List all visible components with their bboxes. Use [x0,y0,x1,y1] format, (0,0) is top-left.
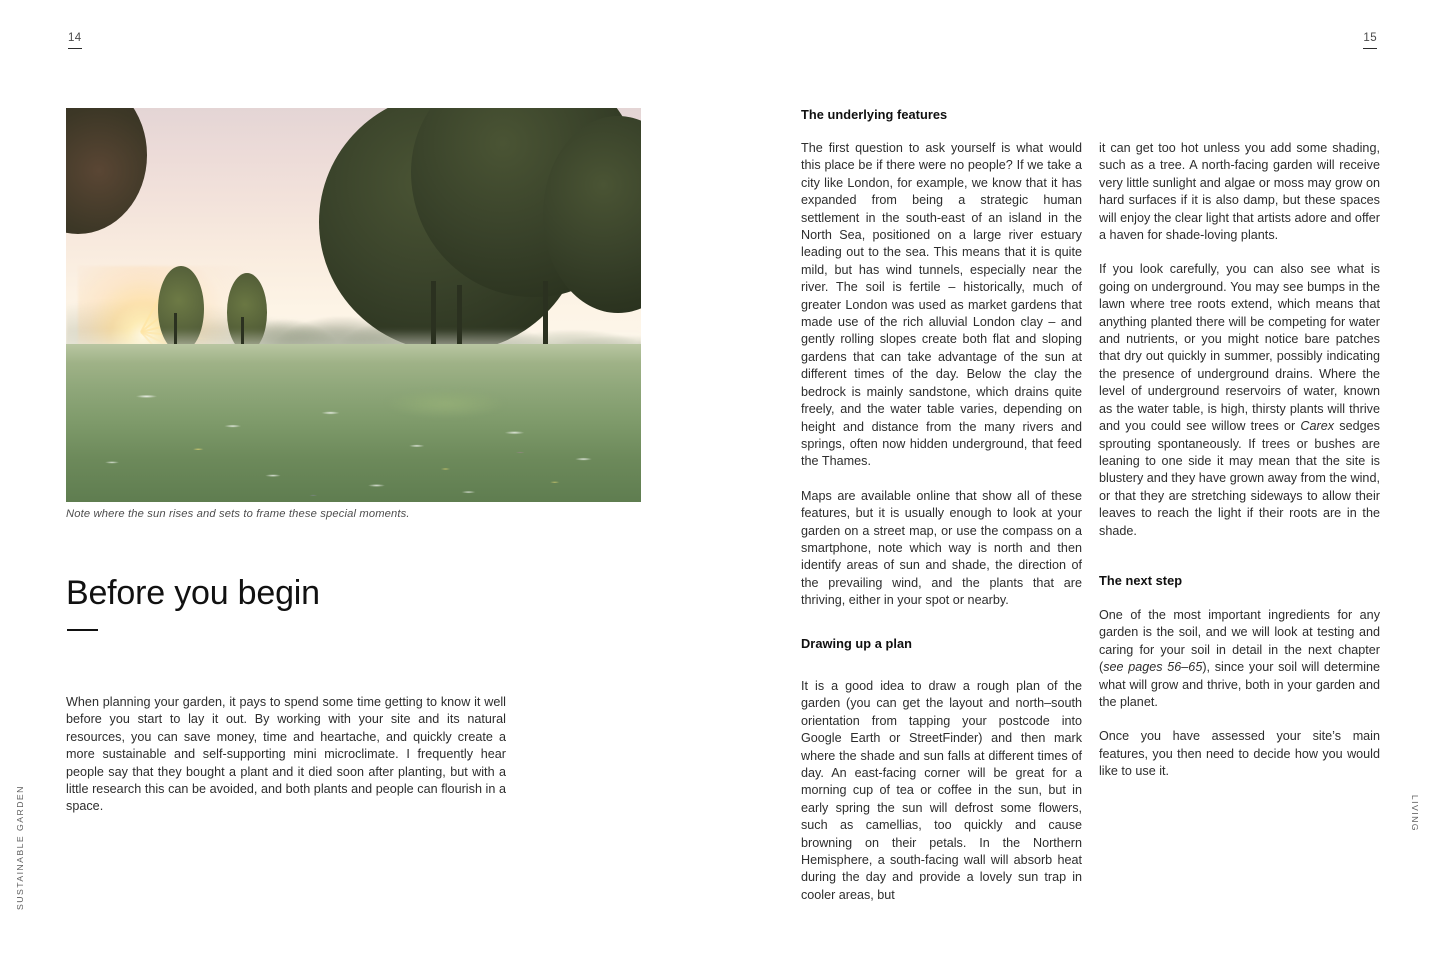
column-three-body [1099,140,1380,540]
text-after-xref: ), since your soil will determine what will grow and thrive, both in your garden and the planet. [1099,660,1380,710]
chapter-title: Before you begin [66,574,320,612]
paragraph-with-italic-genus [1099,261,1380,540]
text-before-genus: If you look carefully, you can also see what is going on underground. You may see bumps in the lawn where tree roots extend, which means that anything planted there will be competing for water and nutrients, or you might notice bare patches that dry out quickly in summer, possibly indicating the presence of underground drains. Where the level of underground reservoirs of water, known as the water table, is high, thirsty plants will thrive and you could see willow trees or [1099,262,1380,434]
paragraph: Once you have assessed your site’s main features, you then need to decide how you would like to use it. [1099,729,1380,779]
page-number-left: 14 [68,33,82,49]
genus-name-carex: Carex [1300,419,1335,434]
column-two-body [801,140,1082,610]
paragraph-with-cross-reference [1099,607,1380,711]
paragraph: Maps are available online that show all of these features, but it is usually enough to look at your garden on a street map, or use the compass on a smartphone, note which way is north and then identify areas of sun and shade, the direction of the prevailing wind, and the plants that are thriving, either in your spot or nearby. [801,488,1082,608]
paragraph: it can get too hot unless you add some shading, such as a tree. A north-facing garden will receive very little sunlight and algae or moss may grow on hard surfaces if it is also damp, but these spaces will enjoy the clear light that artists adore and offer a haven for shade-loving plants. [1099,141,1380,243]
meadow-sunrise-photo [66,108,641,502]
paragraph: The first question to ask yourself is what would this place be if there were no people? If we take a city like London, for example, we know that it has expanded from being a strategic human settlement in the south-east of an island in the North Sea, positioned on a large river estuary leading out to the sea. This means that it is quite mild, but has wind tunnels, especially near the river. The soil is fertile – historically, much of greater London was used as market gardens that made use of the rich alluvial London clay – and gently rolling slopes create both flat and sloping gardens that can take advantage of the sun at different times of the day. Below the clay the bedrock is mainly sandstone, which drains quite freely, and the water table varies, depending on height and distance from the many rivers and springs, often now hidden underground, that feed the Thames. [801,141,1082,469]
cross-reference-pages: see pages 56–65 [1103,660,1203,675]
section-heading-drawing-plan-wrap [801,636,1082,667]
page-number-right: 15 [1363,33,1377,49]
paragraph: It is a good idea to draw a rough plan of the garden (you can get the layout and north–south orientation from tapping your postcode into Google Earth or StreetFinder) and then mark where the shade and sun falls at different times of day. An east-facing corner will be great for a morning cup of tea or coffee in the sun, but in early spring the sun will defrost some flowers, such as camellias, too quickly and cause browning on their petals. In the Northern Hemisphere, a south-facing wall will absorb heat during the day and provide a lovely sun trap in cooler areas, but [801,679,1082,902]
section-heading-underlying-features: The underlying features [801,107,948,122]
title-rule [67,629,98,631]
intro-paragraph: When planning your garden, it pays to spend some time getting to know it well before you start to lay it out. By working with your site and its natural resources, you can save money, time and heartache, and quickly create a more sustainable and self-supporting mini microclimate. I frequently hear people say that they bought a plant and it died soon after planting, but with a little research this can be avoided, and both plants and people can flourish in a space. [66,695,506,814]
photo-caption: Note where the sun rises and sets to frame these special moments. [66,508,410,520]
chapter-intro-column [66,694,506,816]
section-heading-underlying-features-wrap [801,107,1082,138]
column-two-lower-body [801,678,1082,904]
wildflower-texture [66,337,641,502]
photo-canvas [66,108,641,502]
text-after-genus: sedges sprouting spontaneously. If trees or bushes are leaning to one side it may mean that the site is blustery and they have grown away from the wind, or that they are stretching sideways to allow their leaves to reach the light if their roots are in the shade. [1099,419,1380,538]
column-three-lower-body [1099,607,1380,798]
section-heading-drawing-up-a-plan: Drawing up a plan [801,636,913,651]
running-head-left: SUSTAINABLE GARDEN [15,785,25,910]
running-head-right: LIVING [1410,794,1420,832]
text-before-xref: One of the most important ingredients for any garden is the soil, and we will look at testing and caring for your soil in detail in the next chapter ( [1099,608,1380,675]
section-heading-next-step-wrap [1099,573,1380,604]
section-heading-the-next-step: The next step [1099,573,1183,588]
